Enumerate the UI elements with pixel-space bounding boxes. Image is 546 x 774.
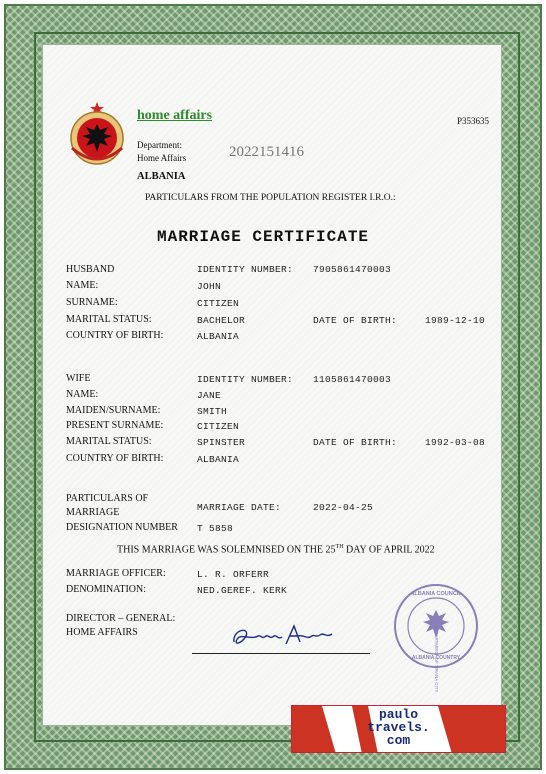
denomination-label: DENOMINATION: bbox=[66, 584, 146, 595]
designation-value: T 5858 bbox=[197, 523, 234, 534]
marriage-date-label: MARRIAGE DATE: bbox=[197, 502, 282, 513]
seal-side-text: DEPARTMENT OF TIRANA CITY bbox=[434, 625, 439, 693]
wife-dob-value: 1992-03-08 bbox=[425, 437, 486, 448]
husband-name-label: NAME: bbox=[66, 280, 99, 291]
wife-name-label: NAME: bbox=[66, 389, 99, 400]
council-seal bbox=[393, 583, 479, 693]
solemnised-statement bbox=[117, 544, 435, 555]
husband-id-label: IDENTITY NUMBER: bbox=[197, 264, 294, 275]
denomination-value: NED.GEREF. KERK bbox=[197, 585, 288, 596]
wife-label: WIFE bbox=[66, 373, 91, 384]
department-name: Home Affairs bbox=[137, 153, 187, 163]
watermark-line-1: paulo bbox=[378, 707, 418, 722]
country-heading: ALBANIA bbox=[137, 171, 186, 182]
husband-country-label: COUNTRY OF BIRTH: bbox=[66, 330, 164, 341]
officer-label: MARRIAGE OFFICER: bbox=[66, 568, 166, 579]
solemnised-text-end: DAY OF APRIL 2022 bbox=[343, 544, 435, 556]
wife-name-value: JANE bbox=[197, 390, 222, 401]
watermark-line-3: com bbox=[386, 733, 411, 748]
marriage-date-value: 2022-04-25 bbox=[313, 502, 374, 513]
wife-marital-value: SPINSTER bbox=[197, 437, 246, 448]
solemnised-text-start: THIS MARRIAGE WAS SOLEMNISED ON THE 25 bbox=[117, 544, 336, 556]
certificate-id-number: 2022151416 bbox=[229, 144, 304, 160]
albania-emblem bbox=[66, 100, 128, 168]
husband-name-value: JOHN bbox=[197, 281, 222, 292]
wife-id-value: 1105861470003 bbox=[313, 374, 392, 385]
husband-country-value: ALBANIA bbox=[197, 331, 240, 342]
wife-dob-label: DATE OF BIRTH: bbox=[313, 437, 398, 448]
officer-value: L. R. ORFERR bbox=[197, 569, 270, 580]
particulars-label-1: PARTICULARS OF bbox=[66, 493, 149, 504]
watermark-banner bbox=[291, 705, 506, 753]
wife-maiden-value: SMITH bbox=[197, 406, 228, 417]
particulars-label-2: MARRIAGE bbox=[66, 507, 120, 518]
director-signature bbox=[228, 622, 338, 652]
wife-maiden-label: MAIDEN/SURNAME: bbox=[66, 405, 161, 416]
signature-line bbox=[192, 653, 370, 654]
husband-marital-label: MARITAL STATUS: bbox=[66, 314, 152, 325]
husband-marital-value: BACHELOR bbox=[197, 315, 246, 326]
wife-present-surname-label: PRESENT SURNAME: bbox=[66, 420, 164, 431]
certificate-title: MARRIAGE CERTIFICATE bbox=[157, 228, 370, 246]
director-department: HOME AFFAIRS bbox=[66, 627, 138, 638]
husband-dob-value: 1989-12-10 bbox=[425, 315, 486, 326]
department-label: Department: bbox=[137, 140, 182, 150]
husband-label: HUSBAND bbox=[66, 264, 115, 275]
wife-country-label: COUNTRY OF BIRTH: bbox=[66, 453, 164, 464]
husband-dob-label: DATE OF BIRTH: bbox=[313, 315, 398, 326]
serial-number: P353635 bbox=[457, 116, 490, 126]
watermark-text bbox=[292, 708, 505, 747]
seal-top-text: ALBANIA COUNCIL bbox=[410, 591, 462, 597]
director-label: DIRECTOR – GENERAL: bbox=[66, 613, 176, 624]
wife-marital-label: MARITAL STATUS: bbox=[66, 436, 152, 447]
brand-title: home affairs bbox=[137, 108, 213, 123]
husband-surname-label: SURNAME: bbox=[66, 297, 118, 308]
husband-id-value: 7905861470003 bbox=[313, 264, 392, 275]
wife-country-value: ALBANIA bbox=[197, 454, 240, 465]
husband-surname-value: CITIZEN bbox=[197, 298, 240, 309]
particulars-heading: PARTICULARS FROM THE POPULATION REGISTER I.R.O.: bbox=[145, 193, 396, 203]
wife-id-label: IDENTITY NUMBER: bbox=[197, 374, 294, 385]
seal-bottom-text: ALBANIA COUNTRY bbox=[411, 655, 461, 661]
solemnised-ordinal: TH bbox=[335, 544, 344, 550]
designation-label: DESIGNATION NUMBER bbox=[66, 522, 178, 533]
wife-present-surname-value: CITIZEN bbox=[197, 421, 240, 432]
watermark-line-2: travels. bbox=[367, 720, 430, 735]
